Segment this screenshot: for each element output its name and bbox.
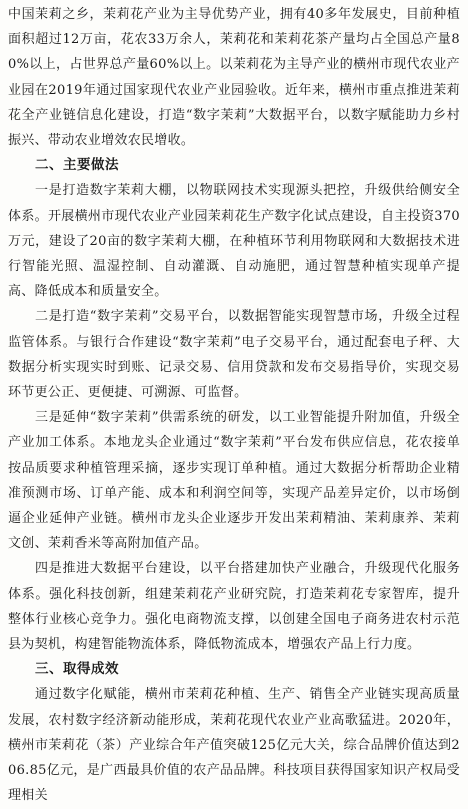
practice-paragraph-2: 二是打造“数字茉莉”交易平台，以数据智能实现智慧市场，升级全过程监管体系。与银行合作建设“数字茉莉”电子交易平台，通过配套电子秤、大数据分析实现实时到账、记录交易、信用贷款和发布交易指导价，实现交易环节更公正、更便捷、可溯源、可监督。	[8, 309, 460, 401]
intro-paragraph: 中国茉莉之乡，茉莉花产业为主导优势产业，拥有40多年发展史，目前种植面积超过12万亩，花农33万余人，茉莉花和茉莉花茶产量均占全国总产量80%以上，占世界总产量60%以上。以茉莉花为主导产业的横州市现代农业产业园在2019年通过国家现代农业产业园验收。近年来，横州市重点推进茉莉花全产业链信息化建设，打造“数字茉莉”大数据平台，以数字赋能助力乡村振兴、带动农业增效农民增收。	[8, 7, 460, 149]
section-heading-results: 三、取得成效	[35, 661, 119, 678]
section-heading-main-practices: 二、主要做法	[35, 157, 119, 174]
practice-paragraph-1: 一是打造数字茉莉大棚，以物联网技术实现源头把控，升级供给侧安全体系。开展横州市现代农业产业园茉莉花生产数字化试点建设，自主投资370万元，建设了20亩的数字茉莉大棚，在种植环节利用物联网和大数据技术进行智能光照、温湿控制、自动灌溉、自动施肥，通过智慧种植实现单产提高、降低成本和质量安全。	[8, 183, 460, 300]
results-paragraph: 通过数字化赋能，横州市茉莉花种植、生产、销售全产业链实现高质量发展，农村数字经济新动能形成，茉莉花现代农业产业高歌猛进。2020年，横州市茉莉花（茶）产业综合年产值突破125亿元大关，综合品牌价值达到206.85亿元，是广西最具价值的农产品品牌。科技项目获得国家知识产权局受理相关	[8, 687, 460, 804]
practice-paragraph-4: 四是推进大数据平台建设，以平台搭建加快产业融合，升级现代化服务体系。强化科技创新，组建茉莉花产业研究院，打造茉莉花专家智库，提升整体行业核心竞争力。强化电商物流支撑，以创建全国电子商务进农村示范县为契机，构建智能物流体系，降低物流成本，增强农产品上行力度。	[8, 561, 460, 653]
practice-paragraph-3: 三是延伸“数字茉莉”供需系统的研发，以工业智能提升附加值，升级全产业加工体系。本地龙头企业通过“数字茉莉”平台发布供应信息，花农接单按品质要求种植管理采摘，逐步实现订单种植。通过大数据分析帮助企业精准预测市场、订单产能、成本和利润空间等，实现产品差异定价，以市场倒逼企业延伸产业链。横州市龙头企业逐步开发出茉莉精油、茉莉康养、茉莉文创、茉莉香米等高附加值产品。	[8, 410, 460, 552]
